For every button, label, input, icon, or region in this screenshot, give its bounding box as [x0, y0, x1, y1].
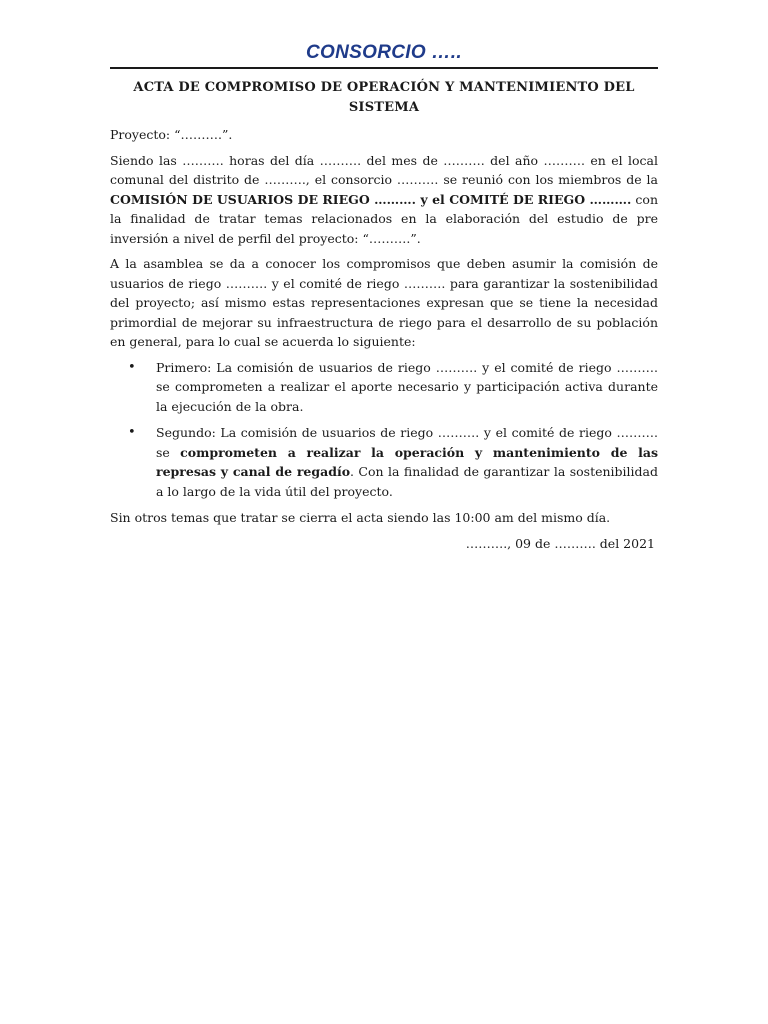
paragraph-meeting-text-a: Siendo las ………. horas del día ………. del mes de ………. del año ………. en el local comunal del distrito de ………., el consorcio ………. se reunió con los miembros de la [110, 152, 658, 187]
list-item-second-text-b: se [156, 444, 181, 460]
paragraph-meeting-bold: COMISIÓN DE USUARIOS DE RIEGO ………. y el COMITÉ DE RIEGO ………. [110, 191, 632, 207]
document-page [110, 40, 658, 553]
letterhead-title: CONSORCIO ….. [306, 42, 462, 63]
paragraph-assembly: A la asamblea se da a conocer los compromisos que deben asumir la comisión de usuarios de riego ………. y el comité de riego ………. para garantizar la sostenibilidad del proyecto; así mismo estas representaciones expresan que se tiene la necesidad primordial de mejorar su infraestructura de riego para el desarrollo de su población en general, para lo cual se acuerda lo siguiente: [110, 256, 658, 349]
list-item-first-text: Primero: La comisión de usuarios de riego ………. y el comité de riego ………. se comprometen a realizar el aporte necesario y participación activa durante la ejecución de la obra. [156, 359, 658, 414]
header-divider [110, 67, 658, 69]
document-title-line-1: ACTA DE COMPROMISO DE OPERACIÓN Y MANTENIMIENTO DEL [133, 80, 635, 95]
bullet-icon: • [128, 359, 136, 375]
list-item-first [110, 358, 658, 417]
commitments-list [110, 358, 658, 502]
paragraph-meeting-text-b: con la finalidad de tratar temas relacionados en la elaboración del estudio de pre inversión a nivel de perfil del proyecto: “……….”. [110, 191, 658, 246]
paragraph-meeting [110, 151, 658, 249]
date-line: ………., 09 de ………. del 2021 [465, 535, 655, 551]
list-item-second-bold: comprometen a realizar la operación y mantenimiento de las represas y canal de regadío [156, 444, 658, 479]
list-item-second-text-a: Segundo: La comisión de usuarios de riego ………. y el comité de riego ………. [156, 425, 658, 440]
list-item-second-text-c: . Con la finalidad de garantizar la sostenibilidad a lo largo de la vida útil del proyecto. [156, 464, 658, 499]
document-title [110, 78, 658, 118]
list-item-second [110, 423, 658, 501]
bullet-icon: • [128, 425, 136, 440]
closing-statement: Sin otros temas que tratar se cierra el acta siendo las 10:00 am del mismo día. [110, 510, 611, 525]
project-line: Proyecto: “……….”. [110, 127, 233, 142]
document-title-line-2: SISTEMA [348, 100, 420, 115]
